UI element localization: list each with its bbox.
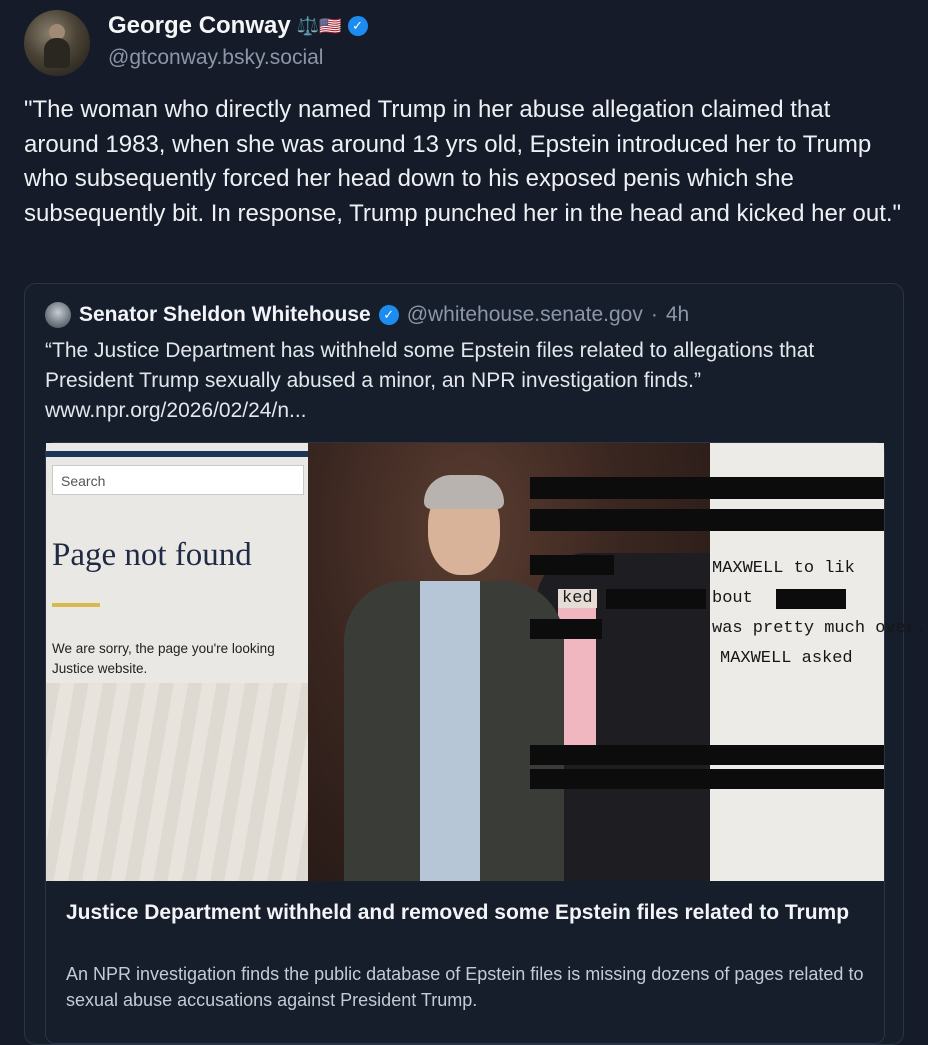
quoted-author-avatar[interactable]	[45, 302, 71, 328]
link-card-description: An NPR investigation finds the public database of Epstein files is missing dozens of pages related to sexual abuse accusations against President Trump.	[66, 964, 864, 1010]
verified-check-icon: ✓	[379, 305, 399, 325]
sorry-message	[52, 639, 308, 679]
document-text-line: MAXWELL to lik	[712, 559, 855, 578]
post-time: 4h	[665, 303, 690, 326]
quoted-post-text: “The Justice Department has withheld some Epstein files related to allegations that President Trump sexually abused a minor, an NPR investigation finds.” www.npr.org/2026/02/24/n...	[45, 339, 815, 422]
quoted-post[interactable]	[24, 283, 927, 1045]
author-name-row[interactable]	[108, 12, 368, 40]
redaction-bar	[606, 589, 706, 609]
redaction-bar	[530, 509, 884, 531]
author-name[interactable]: George Conway	[108, 12, 291, 39]
sorry-message-line-1: We are sorry, the page you're looking	[52, 641, 275, 656]
document-text-line: bout	[712, 589, 753, 608]
post-text: "The woman who directly named Trump in her abuse allegation claimed that around 1983, when she was around 13 yrs old, Epstein introduced her to Trump who subsequently forced her head down to his exposed penis which she subsequently bit. In response, Trump punched her in the head and kicked her out."	[24, 96, 902, 227]
person-left-hair	[424, 475, 504, 509]
verified-check-icon: ✓	[348, 16, 368, 36]
redaction-bar	[530, 745, 884, 765]
redaction-bar	[530, 769, 884, 789]
avatar-body	[44, 38, 70, 68]
screenshot-search-box: Search	[52, 465, 304, 495]
redaction-bar	[530, 619, 602, 639]
sorry-message-line-2: Justice website.	[52, 661, 148, 676]
document-text-line: was pretty much over.	[712, 619, 927, 638]
redaction-bar	[776, 589, 846, 609]
author-handle[interactable]: @gtconway.bsky.social	[108, 46, 324, 69]
quoted-post-header	[45, 302, 689, 328]
document-collage	[46, 683, 308, 881]
redaction-bar	[530, 555, 614, 575]
document-text-line: MAXWELL asked	[720, 649, 853, 668]
quoted-author-name[interactable]: Senator Sheldon Whitehouse	[79, 303, 371, 326]
site-nav-strip	[46, 451, 308, 457]
link-card-image[interactable]	[46, 443, 927, 881]
doj-page-screenshot	[46, 443, 308, 881]
author-avatar[interactable]	[24, 10, 90, 76]
document-text-line: ked	[558, 589, 597, 608]
author-emoji: ⚖️🇺🇸	[296, 15, 342, 36]
redaction-bar	[530, 477, 884, 499]
link-card[interactable]	[45, 442, 927, 1044]
meta-separator: ·	[650, 303, 658, 326]
quoted-author-handle[interactable]: @whitehouse.senate.gov	[406, 303, 643, 326]
link-card-title[interactable]: Justice Department withheld and removed some Epstein files related to Trump	[66, 901, 850, 924]
heading-rule	[52, 603, 100, 607]
page-not-found-heading: Page not found	[52, 537, 252, 573]
person-left-shirt	[420, 581, 480, 881]
